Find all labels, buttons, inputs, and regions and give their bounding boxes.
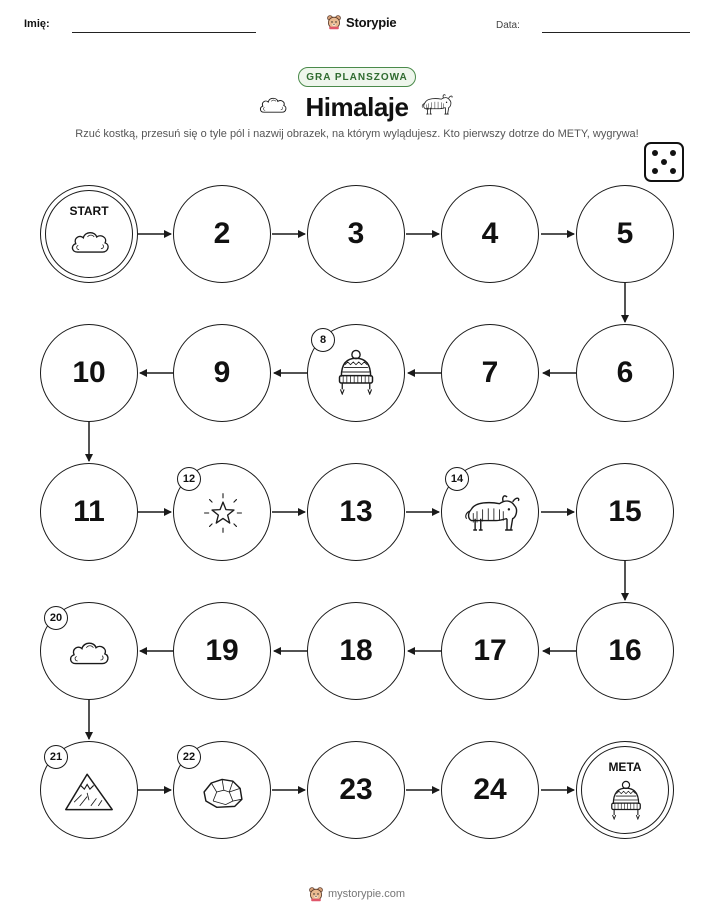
cell-number: 19 <box>205 634 239 667</box>
cell-number: 3 <box>347 217 365 250</box>
cloud-icon <box>67 637 111 669</box>
board-cell-18 <box>307 602 405 700</box>
star-icon <box>202 492 244 534</box>
board-cell-2 <box>173 185 271 283</box>
board-cell-23 <box>307 741 405 839</box>
board-cell-14 <box>441 463 539 561</box>
brand-name: Storypie <box>346 14 397 30</box>
page-title: Himalaje <box>305 92 409 122</box>
winter-hat-icon <box>334 349 378 395</box>
cell-number: 2 <box>213 217 231 250</box>
board-cell-16 <box>576 602 674 700</box>
date-label: Data: <box>496 20 520 31</box>
winter-hat-icon <box>607 780 645 820</box>
board-cell-13 <box>307 463 405 561</box>
board-cell-10 <box>40 324 138 422</box>
footer-url[interactable]: mystorypie.com <box>328 888 406 900</box>
board-cell-finish <box>576 741 674 839</box>
board-cell-4 <box>441 185 539 283</box>
cell-number-chip: 21 <box>44 745 68 769</box>
cell-number: 9 <box>213 356 231 389</box>
cell-number-chip: 22 <box>177 745 201 769</box>
cell-number: 17 <box>473 634 507 667</box>
board-cell-6 <box>576 324 674 422</box>
board-cell-22 <box>173 741 271 839</box>
cell-number: 4 <box>481 217 499 250</box>
board-cell-19 <box>173 602 271 700</box>
cell-number: 7 <box>481 356 499 389</box>
mountain-icon <box>63 768 115 814</box>
cell-number: 24 <box>473 773 507 806</box>
board-cell-9 <box>173 324 271 422</box>
start-label: START <box>69 204 109 218</box>
footer <box>308 886 405 902</box>
cell-number-chip: 8 <box>311 328 335 352</box>
cell-number: 16 <box>608 634 642 667</box>
cell-number: 11 <box>73 495 105 528</box>
board-cell-start <box>40 185 138 283</box>
bear-logo-icon <box>308 886 324 902</box>
cell-number: 15 <box>608 495 642 528</box>
cell-number: 6 <box>616 356 634 389</box>
category-badge: GRA PLANSZOWA <box>298 67 416 87</box>
cell-number-chip: 12 <box>177 467 201 491</box>
board-cell-21 <box>40 741 138 839</box>
board-cell-24 <box>441 741 539 839</box>
cell-number: 13 <box>339 495 373 528</box>
cell-number: 23 <box>339 773 373 806</box>
yak-icon <box>462 490 522 538</box>
finish-label: META <box>608 760 642 774</box>
board-cell-12 <box>173 463 271 561</box>
rock-icon <box>200 774 246 810</box>
board-cell-17 <box>441 602 539 700</box>
cell-number-chip: 20 <box>44 606 68 630</box>
cell-number: 5 <box>616 217 634 250</box>
name-label: Imię: <box>24 18 50 30</box>
board-cell-15 <box>576 463 674 561</box>
board-cell-20 <box>40 602 138 700</box>
cell-number: 18 <box>339 634 373 667</box>
cloud-icon <box>69 226 111 258</box>
cell-number-chip: 14 <box>445 467 469 491</box>
board-cell-8 <box>307 324 405 422</box>
board-cell-7 <box>441 324 539 422</box>
instructions: Rzuć kostką, przesuń się o tyle pól i nazwij obrazek, na którym wylądujesz. Kto pierwszy dotrze do METY, wygrywa! <box>75 128 639 140</box>
board-cell-3 <box>307 185 405 283</box>
board-cell-5 <box>576 185 674 283</box>
board-cell-11 <box>40 463 138 561</box>
cell-number: 10 <box>72 356 106 389</box>
